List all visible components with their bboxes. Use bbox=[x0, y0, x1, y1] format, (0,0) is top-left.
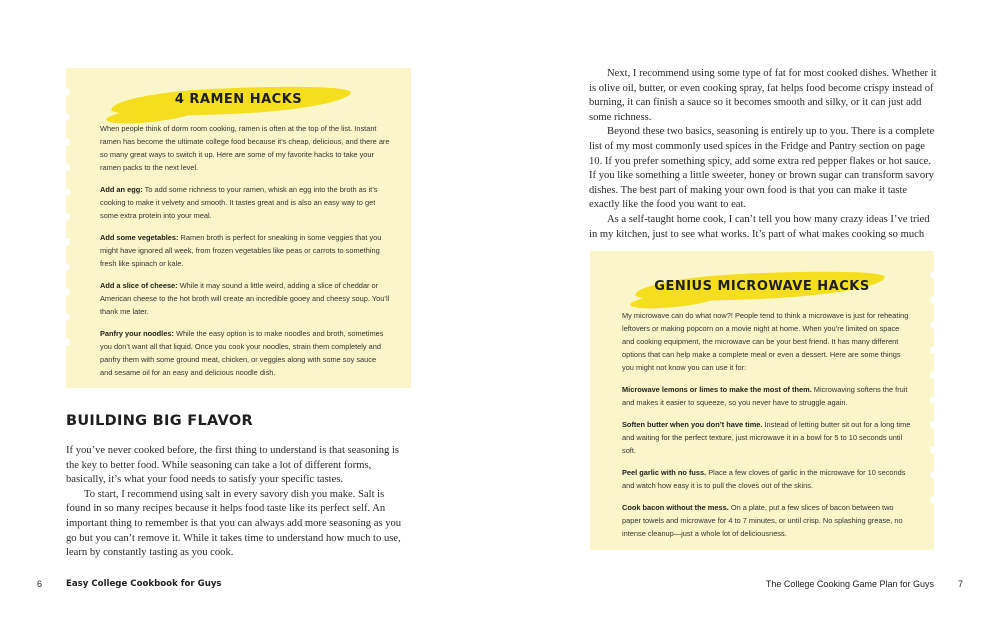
note-tip bbox=[100, 231, 390, 270]
tip-text: Place a few cloves of garlic in the microwave for 10 seconds and watch how easy it is to pull the cloves out of the skins. bbox=[622, 468, 906, 490]
note-binder-holes bbox=[930, 271, 938, 521]
note-tip bbox=[622, 383, 912, 409]
right-body-text bbox=[589, 67, 937, 242]
note-tip bbox=[622, 466, 912, 492]
tip-lead: Soften butter when you don’t have time. bbox=[622, 420, 763, 429]
note-body bbox=[100, 122, 390, 388]
tip-text: Ramen broth is perfect for sneaking in some veggies that you might have ignored all week, from frozen vegetables like peas or carrots to something fresh like spinach or kale. bbox=[100, 233, 382, 268]
tip-lead: Add some vegetables: bbox=[100, 233, 179, 242]
microwave-hacks-note bbox=[590, 251, 934, 550]
note-tip bbox=[622, 501, 912, 540]
tip-lead: Cook bacon without the mess. bbox=[622, 503, 729, 512]
section-heading: BUILDING BIG FLAVOR bbox=[66, 413, 253, 429]
tip-text: To add some richness to your ramen, whisk an egg into the broth as it’s cooking to make it velvety and smooth. It tastes great and is also an easy way to get some extra protein into your meal. bbox=[100, 185, 378, 220]
tip-text: Instead of letting butter sit out for a long time and waiting for the perfect texture, just microwave it in a bowl for 5 to 10 seconds until soft. bbox=[622, 420, 911, 455]
note-binder-holes bbox=[62, 88, 70, 363]
tip-lead: Peel garlic with no fuss. bbox=[622, 468, 707, 477]
left-body-text bbox=[66, 444, 411, 561]
tip-text: While it may sound a little weird, adding a slice of cheddar or American cheese to the hot broth will create an incredible gooey and cheesy soup. You’ll thank me later. bbox=[100, 281, 390, 316]
note-title: 4 RAMEN HACKS bbox=[174, 92, 303, 107]
note-intro: When people think of dorm room cooking, ramen is often at the top of the list. Instant ramen has become the ultimate college food because it’s cheap, delicious, and there are so many great ways to switch it up. Here are some of my favorite hacks to take your ramen packs to the next level. bbox=[100, 124, 390, 172]
tip-text: While the easy option is to make noodles and broth, sometimes you don’t want all that liquid. Once you cook your noodles, strain them completely and panfry them with some ground meat, chicken, or veggies along with some soy sauce and sesame oil for an easy and delicious noodle dish. bbox=[100, 329, 384, 377]
page-number-left: 6 bbox=[37, 579, 43, 589]
note-tip bbox=[100, 327, 390, 379]
tip-text: On a plate, put a few slices of bacon between two paper towels and microwave for 4 to 7 minutes, or until crisp. No splashing grease, no intense cleanup—just a whole lot of deliciousness. bbox=[622, 503, 903, 538]
tip-lead: Add an egg: bbox=[100, 185, 143, 194]
note-tip bbox=[622, 418, 912, 457]
note-intro: My microwave can do what now?! People tend to think a microwave is just for reheating leftovers or making popcorn on a movie night at home. When you’re limited on space and cooking equipment, the microwave can be your best friend. It has many different options that can help make a complete meal or even a dessert. Here are some things you might not know you can use it for: bbox=[622, 311, 909, 372]
note-tip bbox=[100, 183, 390, 222]
paragraph: As a self-taught home cook, I can’t tell you how many crazy ideas I’ve tried in my kitchen, just to see what works. It’s part of what makes cooking so much bbox=[589, 213, 930, 240]
note-title: GENIUS MICROWAVE HACKS bbox=[654, 279, 870, 294]
paragraph: To start, I recommend using salt in every savory dish you make. Salt is found in so many recipes because it helps food taste like its perfect self. An important thing to remember is that you can always add more seasoning as you go but you can’t remove it. While it takes time to understand how much to use, learn by constantly tasting as you cook. bbox=[66, 488, 402, 559]
tip-lead: Add a slice of cheese: bbox=[100, 281, 178, 290]
paragraph: Next, I recommend using some type of fat for most cooked dishes. Whether it is olive oil, butter, or even cooking spray, fat helps food become crispy instead of burning, it can finish a sauce so it becomes smooth and silky, or it can just add some richness. bbox=[589, 68, 937, 123]
tip-lead: Panfry your noodles: bbox=[100, 329, 174, 338]
paragraph: If you’ve never cooked before, the first thing to understand is that seasoning is the key to better food. While seasoning can take a lot of different forms, basically, it’s what your food needs to satisfy your specific tastes. bbox=[66, 445, 400, 486]
note-tip bbox=[100, 279, 390, 318]
paragraph: Beyond these two basics, seasoning is entirely up to you. There is a complete list of my most commonly used spices in the Fridge and Pantry section on page 10. If you prefer something spicy, add some extra red pepper flakes or hot sauce. If you like something a little sweeter, honey or brown sugar can transform savory dishes. The best part of making your own food is that you can make it taste exactly like the food you want to eat. bbox=[589, 126, 935, 211]
note-body bbox=[622, 309, 912, 549]
chapter-title-footer: The College Cooking Game Plan for Guys bbox=[765, 579, 934, 589]
tip-lead: Microwave lemons or limes to make the most of them. bbox=[622, 385, 812, 394]
page-number-right: 7 bbox=[957, 579, 963, 589]
ramen-hacks-note bbox=[66, 68, 411, 388]
book-title-footer: Easy College Cookbook for Guys bbox=[66, 579, 222, 589]
tip-text: Microwaving softens the fruit and makes it easier to squeeze, so you never have to struggle again. bbox=[622, 385, 908, 407]
